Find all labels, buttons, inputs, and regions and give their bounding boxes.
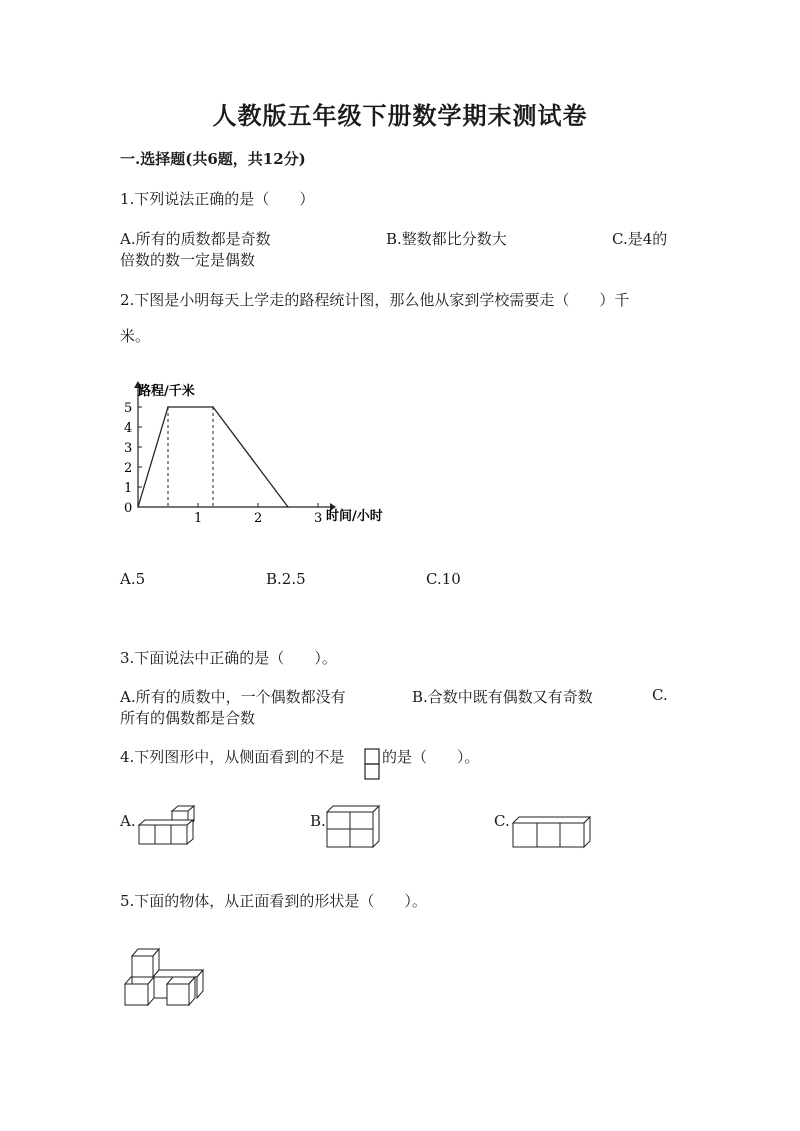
chart-y-tick-label: 3 — [124, 441, 133, 456]
section-heading: 一.选择题(共6题，共12分) — [120, 150, 306, 168]
question-2-stem: 2.下图是小明每天上学走的路程统计图，那么他从家到学校需要走（ ）千 — [120, 291, 630, 309]
chart-y-tick-label: 5 — [124, 401, 133, 416]
chart-x-tick-label: 3 — [314, 511, 323, 526]
chart-y-tick-label: 1 — [124, 481, 133, 496]
question-3-option-c-continued: 所有的偶数都是合数 — [120, 709, 256, 727]
option-a-cube-figure — [136, 805, 196, 847]
question-4-stem: 4.下列图形中，从侧面看到的不是 — [120, 748, 345, 766]
question-5-stem: 5.下面的物体，从正面看到的形状是（ ）。 — [120, 892, 427, 910]
two-squares-stacked-icon — [364, 748, 380, 780]
question-4-option-c: C. — [494, 812, 510, 830]
question-3-stem: 3.下面说法中正确的是（ ）。 — [120, 649, 337, 667]
chart-y-tick-label: 0 — [124, 501, 133, 516]
question-2-option-c: C.10 — [426, 570, 461, 588]
chart-x-axis-label: 时间/小时 — [326, 509, 383, 524]
question-1-stem: 1.下列说法正确的是（ ） — [120, 190, 315, 208]
question-3-option-b: B.合数中既有偶数又有奇数 — [412, 688, 593, 706]
question-1-option-b: B.整数都比分数大 — [386, 230, 507, 248]
chart-data-point — [167, 406, 169, 408]
chart-y-tick-label: 4 — [124, 421, 133, 436]
question-2-option-a: A.5 — [120, 570, 146, 588]
page-title: 人教版五年级下册数学期末测试卷 — [212, 101, 588, 130]
question-3-option-c: C. — [652, 686, 668, 704]
question-1-option-c: C.是4的 — [612, 230, 668, 248]
question-2-stem-continued: 米。 — [120, 327, 151, 345]
chart-x-tick-label: 1 — [194, 511, 203, 526]
question-1-option-a: A.所有的质数都是奇数 — [120, 230, 271, 248]
chart-x-tick-label: 2 — [254, 511, 263, 526]
question-4-option-a: A. — [120, 812, 136, 830]
question-2-option-b: B.2.5 — [266, 570, 306, 588]
distance-time-chart — [118, 378, 408, 528]
chart-data-point — [137, 506, 139, 508]
chart-data-point — [212, 406, 214, 408]
chart-y-axis-label: 路程/千米 — [138, 384, 195, 399]
question-4-stem-end: 的是（ ）。 — [382, 748, 480, 766]
chart-y-tick-label: 2 — [124, 461, 133, 476]
question-5-cube-figure — [122, 944, 208, 1008]
chart-data-point — [287, 506, 289, 508]
question-1-option-c-continued: 倍数的数一定是偶数 — [120, 251, 256, 269]
option-c-cube-figure — [510, 815, 592, 849]
question-3-option-a: A.所有的质数中，一个偶数都没有 — [120, 688, 346, 706]
question-4-option-b: B. — [310, 812, 326, 830]
option-b-cube-figure — [324, 804, 382, 848]
